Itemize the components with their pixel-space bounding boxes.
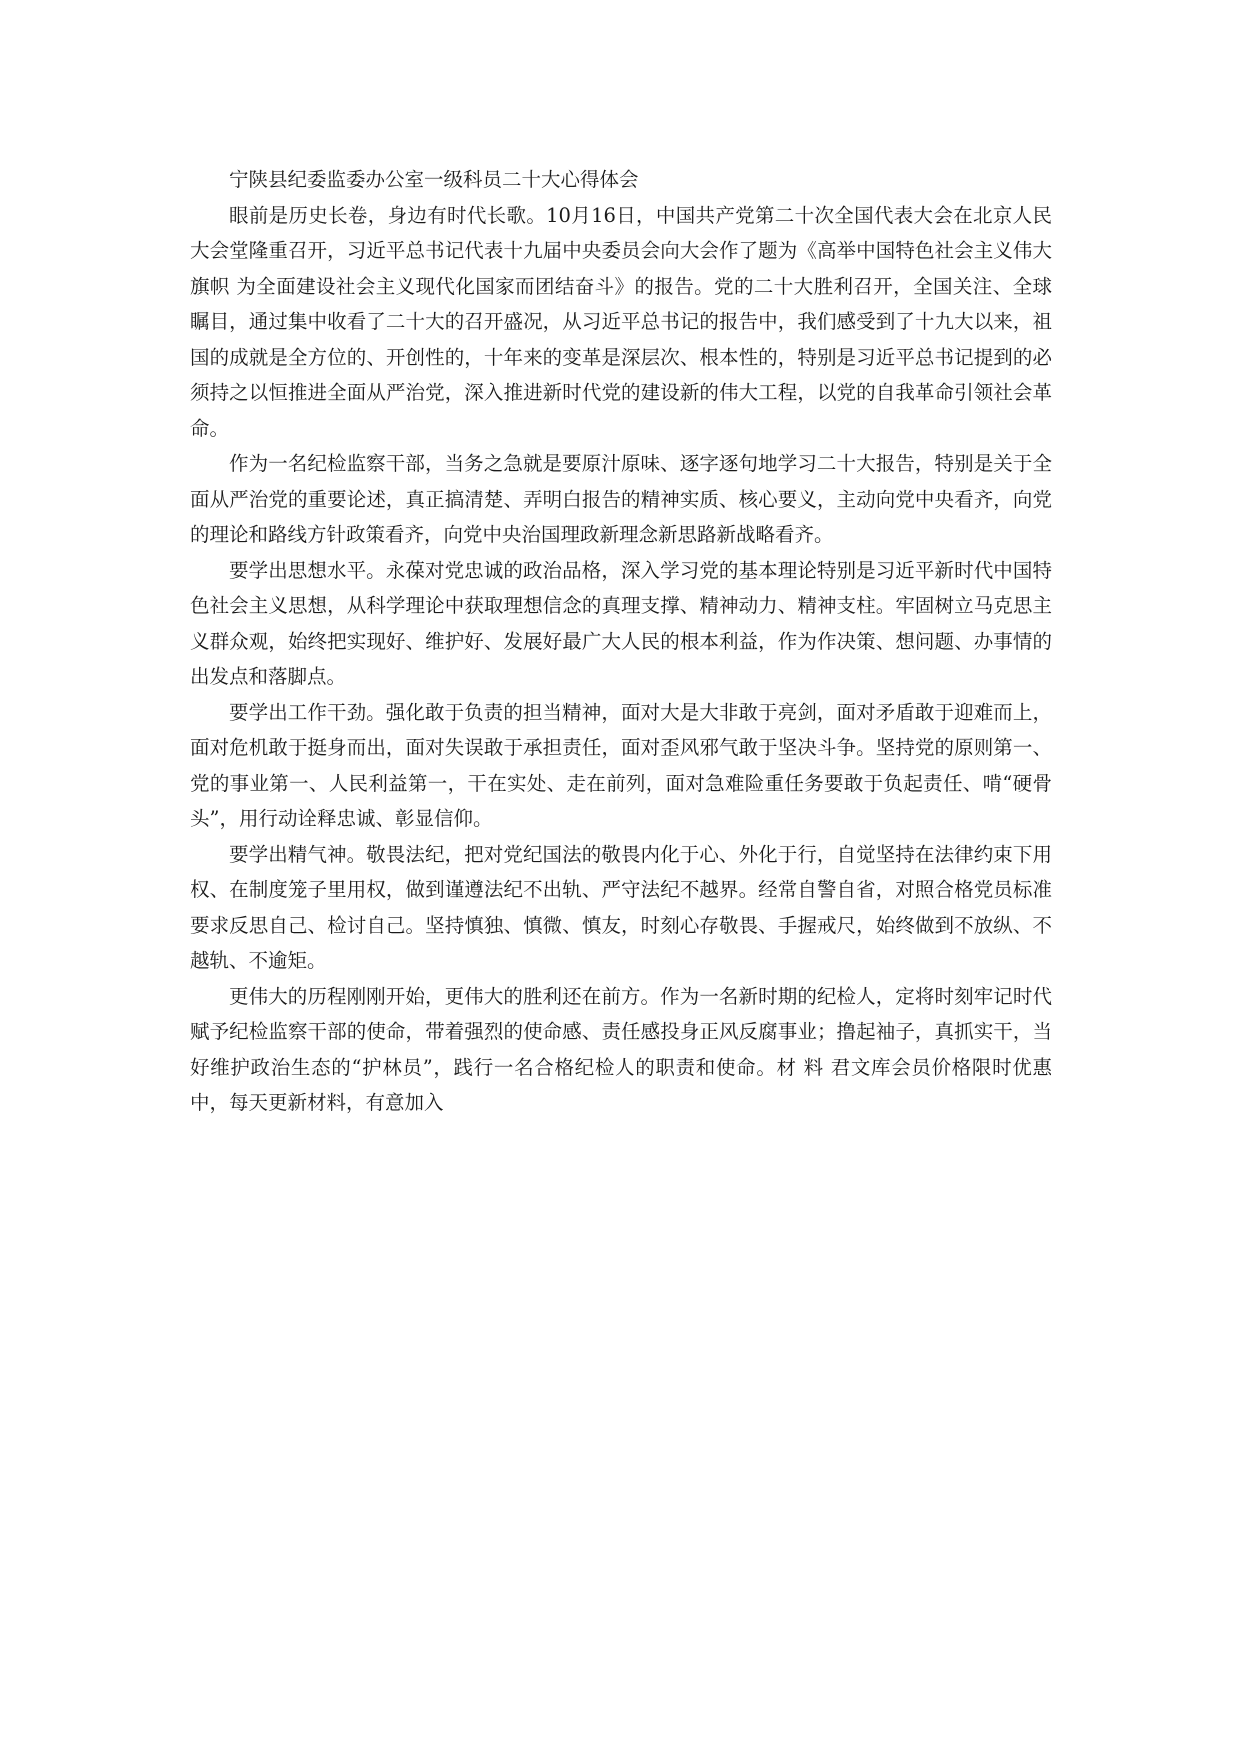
paragraph-spirit: 要学出精气神。敬畏法纪，把对党纪国法的敬畏内化于心、外化于行，自觉坚持在法律约束下用权、在制度笼子里用权，做到谨遵法纪不出轨、严守法纪不越界。经常自警自省，对照合格党员标准要求反思自己、检讨自己。坚持慎独、慎微、慎友，时刻心存敬畏、手握戒尺，始终做到不放纵、不越轨、不逾矩。 (190, 842, 1052, 972)
paragraph-conclusion: 更伟大的历程刚刚开始，更伟大的胜利还在前方。作为一名新时期的纪检人，定将时刻牢记时代赋予纪检监察干部的使命，带着强烈的使命感、责任感投身正风反腐事业；撸起袖子，真抓实干，当好维护政治生态的“护林员”，践行一名合格纪检人的职责和使命。材 料 君文库会员价格限时优惠中，每天更新材料，有意加入 (190, 984, 1052, 1114)
paragraph-intro: 眼前是历史长卷，身边有时代长歌。10月16日，中国共产党第二十次全国代表大会在北京人民大会堂隆重召开，习近平总书记代表十九届中央委员会向大会作了题为《高举中国特色社会主义伟大旗帜 为全面建设社会主义现代化国家而团结奋斗》的报告。党的二十大胜利召开，全国关注、全球瞩目，通过集中收看了二十大的召开盛况，从习近平总书记的报告中，我们感受到了十九大以来，祖国的成就是全方位的、开创性的，十年来的变革是深层次、根本性的，特别是习近平总书记提到的必须持之以恒推进全面从严治党，深入推进新时代党的建设新的伟大工程，以党的自我革命引领社会革命。 (190, 203, 1052, 440)
document-title: 宁陕县纪委监委办公室一级科员二十大心得体会 (229, 168, 639, 191)
paragraph-thought-level: 要学出思想水平。永葆对党忠诚的政治品格，深入学习党的基本理论特别是习近平新时代中国特色社会主义思想，从科学理论中获取理想信念的真理支撑、精神动力、精神支柱。牢固树立马克思主义群众观，始终把实现好、维护好、发展好最广大人民的根本利益，作为作决策、想问题、办事情的出发点和落脚点。 (190, 558, 1052, 688)
paragraph-work-drive: 要学出工作干劲。强化敢于负责的担当精神，面对大是大非敢于亮剑，面对矛盾敢于迎难而上，面对危机敢于挺身而出，面对失误敢于承担责任，面对歪风邪气敢于坚决斗争。坚持党的原则第一、党的事业第一、人民利益第一，干在实处、走在前列，面对急难险重任务要敢于负起责任、啃“硬骨头”，用行动诠释忠诚、彰显信仰。 (190, 700, 1052, 830)
paragraph-study-report: 作为一名纪检监察干部，当务之急就是要原汁原味、逐字逐句地学习二十大报告，特别是关于全面从严治党的重要论述，真正搞清楚、弄明白报告的精神实质、核心要义，主动向党中央看齐，向党的理论和路线方针政策看齐，向党中央治国理政新理念新思路新战略看齐。 (190, 452, 1052, 546)
document-body (190, 162, 1052, 1121)
